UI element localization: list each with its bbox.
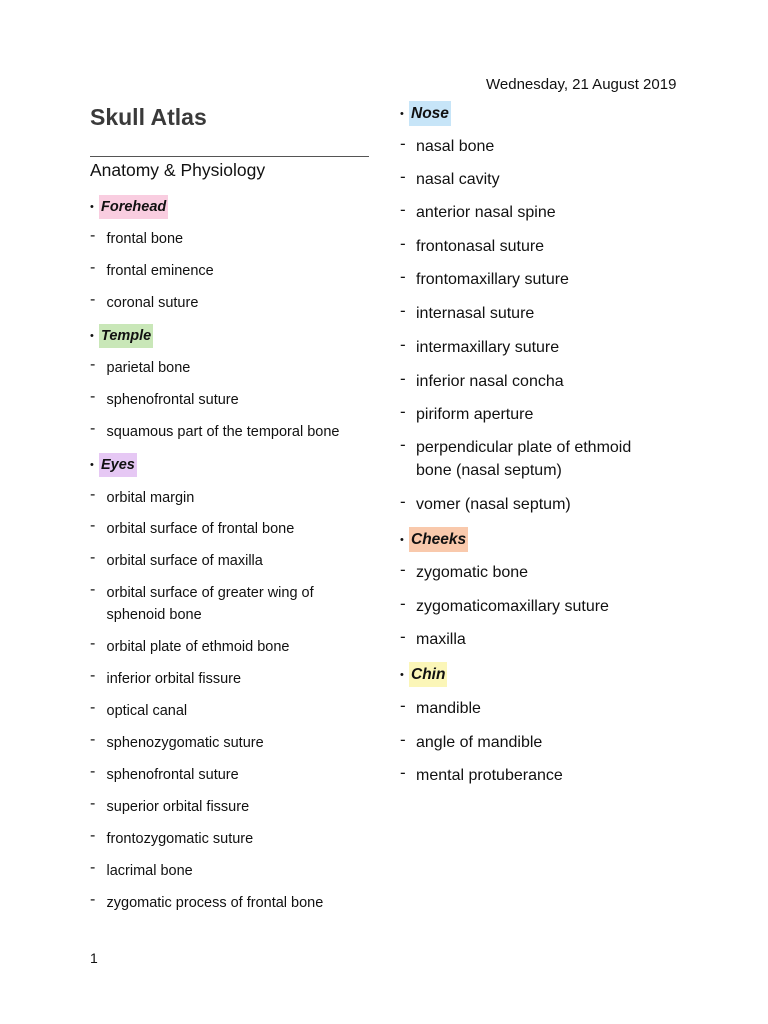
dash-marker: - <box>90 517 96 534</box>
list-item: - parietal bone <box>90 356 191 376</box>
dash-marker: - <box>400 335 406 354</box>
section-heading-eyes <box>90 453 137 477</box>
section-label-temple: Temple <box>99 324 153 348</box>
list-item: - orbital plate of ethmoid bone <box>90 635 290 655</box>
list-item: - mandible <box>400 696 481 717</box>
date: Wednesday, 21 August 2019 <box>486 76 677 93</box>
title-divider <box>90 156 369 157</box>
dash-marker: - <box>90 635 96 652</box>
dash-marker: - <box>90 227 96 244</box>
dash-marker: - <box>400 730 406 749</box>
section-heading-cheeks <box>400 527 468 552</box>
list-item: - superior orbital fissure <box>90 795 250 815</box>
dash-marker: - <box>90 581 96 598</box>
list-item: - inferior nasal concha <box>400 369 564 390</box>
dash-marker: - <box>90 356 96 373</box>
list-item: - anterior nasal spine <box>400 200 556 221</box>
bullet-icon: • <box>90 201 94 214</box>
list-item: - frontozygomatic suture <box>90 827 254 847</box>
dash-marker: - <box>400 369 406 388</box>
bullet-icon: • <box>90 459 94 472</box>
list-item: - zygomatic process of frontal bone <box>90 891 324 911</box>
list-item: - maxilla <box>400 627 466 648</box>
dash-marker: - <box>400 200 406 219</box>
dash-marker: - <box>90 388 96 405</box>
list-item: - nasal bone <box>400 134 495 155</box>
list-item: - frontomaxillary suture <box>400 267 569 288</box>
dash-marker: - <box>90 549 96 566</box>
dash-marker: - <box>90 667 96 684</box>
dash-marker: - <box>400 134 406 153</box>
list-item: - lacrimal bone <box>90 859 193 879</box>
list-item: - frontal bone <box>90 227 184 247</box>
section-label-forehead: Forehead <box>99 195 168 219</box>
dash-marker: - <box>90 891 96 908</box>
list-item: - sphenozygomatic suture <box>90 731 264 751</box>
dash-marker: - <box>400 627 406 646</box>
bullet-icon: • <box>400 533 404 546</box>
list-item: - vomer (nasal septum) <box>400 492 571 513</box>
dash-marker: - <box>90 486 96 503</box>
list-item: - angle of mandible <box>400 730 543 751</box>
dash-marker: - <box>90 859 96 876</box>
dash-marker: - <box>400 763 406 782</box>
section-label-cheeks: Cheeks <box>409 527 468 552</box>
page-subtitle: Anatomy & Physiology <box>90 160 266 180</box>
list-item: - zygomaticomaxillary suture <box>400 594 609 615</box>
dash-marker: - <box>90 420 96 437</box>
dash-marker: - <box>400 301 406 320</box>
dash-marker: - <box>90 259 96 276</box>
dash-marker: - <box>90 731 96 748</box>
list-item: - orbital surface of greater wing of sphenoid bone <box>90 581 314 623</box>
dash-marker: - <box>90 795 96 812</box>
dash-marker: - <box>400 594 406 613</box>
section-heading-temple <box>90 324 153 348</box>
list-item: - intermaxillary suture <box>400 335 560 356</box>
list-item: - perpendicular plate of ethmoid bone (nasal septum) <box>400 435 632 479</box>
section-heading-chin <box>400 662 447 687</box>
list-item: - orbital surface of frontal bone <box>90 517 295 537</box>
page-number: 1 <box>90 950 98 966</box>
bullet-icon: • <box>90 330 94 343</box>
page-title: Skull Atlas <box>90 104 207 130</box>
list-item: - coronal suture <box>90 291 199 311</box>
section-heading-nose <box>400 101 451 126</box>
dash-marker: - <box>400 696 406 715</box>
list-item: - frontal eminence <box>90 259 214 279</box>
list-item: - sphenofrontal suture <box>90 388 239 408</box>
list-item: - piriform aperture <box>400 402 534 423</box>
dash-marker: - <box>400 560 406 579</box>
bullet-icon: • <box>400 668 404 681</box>
list-item: - internasal suture <box>400 301 535 322</box>
list-item: - inferior orbital fissure <box>90 667 242 687</box>
list-item: - orbital surface of maxilla <box>90 549 263 569</box>
dash-marker: - <box>90 763 96 780</box>
section-label-chin: Chin <box>409 662 447 687</box>
dash-marker: - <box>90 699 96 716</box>
dash-marker: - <box>400 492 406 511</box>
section-label-nose: Nose <box>409 101 451 126</box>
dash-marker: - <box>90 827 96 844</box>
dash-marker: - <box>400 267 406 286</box>
list-item: - frontonasal suture <box>400 234 545 255</box>
dash-marker: - <box>400 435 406 454</box>
list-item: - mental protuberance <box>400 763 563 784</box>
dash-marker: - <box>90 291 96 308</box>
list-item: - nasal cavity <box>400 167 500 188</box>
dash-marker: - <box>400 167 406 186</box>
bullet-icon: • <box>400 107 404 120</box>
list-item: - sphenofrontal suture <box>90 763 239 783</box>
dash-marker: - <box>400 402 406 421</box>
list-item: - squamous part of the temporal bone <box>90 420 340 440</box>
dash-marker: - <box>400 234 406 253</box>
list-item: - zygomatic bone <box>400 560 529 581</box>
list-item: - orbital margin <box>90 486 195 506</box>
section-label-eyes: Eyes <box>99 453 137 477</box>
section-heading-forehead <box>90 195 168 219</box>
list-item: - optical canal <box>90 699 188 719</box>
